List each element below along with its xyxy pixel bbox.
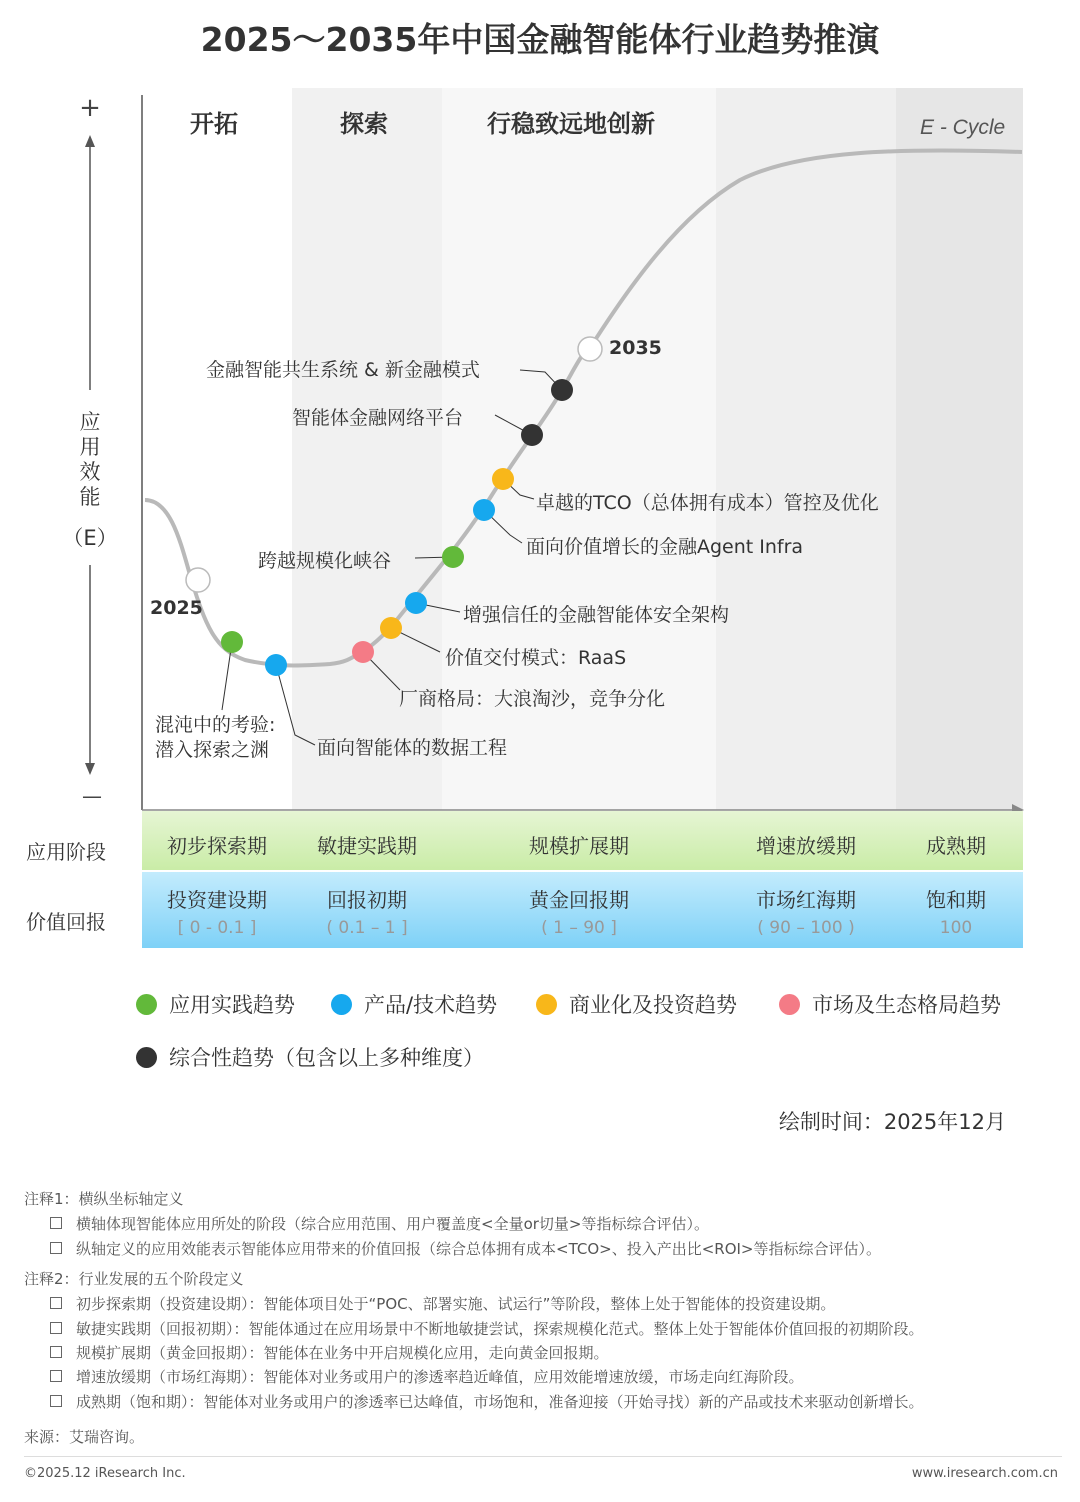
note2-item: 敏捷实践期（回报初期）：智能体通过在应用场景中不断地敏捷尝试，探索规模化范式。整体上处于智能体价值回报的初期阶段。 [50, 1318, 924, 1339]
legend-item-product-tech: 产品/技术趋势 [331, 989, 497, 1019]
trend-dot-vendor-landscape [352, 641, 374, 663]
note2-item: 初步探索期（投资建设期）：智能体项目处于“POC、部署实施、试运行”等阶段，整体上处于智能体的投资建设期。 [50, 1293, 835, 1314]
stage-range-1: [ 0 - 0.1 ] [177, 918, 257, 938]
year-2025-marker [186, 568, 210, 592]
annotation-tco: 卓越的TCO（总体拥有成本）管控及优化 [536, 492, 879, 514]
trend-dot-network-platform [521, 424, 543, 446]
y-arrow-down-head [85, 763, 95, 775]
annotation-scale-canyon: 跨越规模化峡谷 [258, 550, 392, 572]
y-axis-minus: — [82, 784, 102, 808]
legend-dot-green [136, 994, 157, 1015]
note1-item: 纵轴定义的应用效能表示智能体应用带来的价值回报（综合总体拥有成本<TCO>、投入产出比<ROI>等指标综合评估）。 [50, 1238, 881, 1259]
note2-item: 成熟期（饱和期）：智能体对业务或用户的渗透率已达峰值，市场饱和，准备迎接（开始寻找）新的产品或技术来驱动创新增长。 [50, 1391, 924, 1412]
phase-label-pioneer: 开拓 [190, 110, 238, 138]
stage-value-5: 饱和期 [926, 888, 986, 912]
note1-item: 横轴体现智能体应用所处的阶段（综合应用范围、用户覆盖度<全量or切量>等指标综合评估）。 [50, 1213, 709, 1234]
trend-dot-raas [380, 617, 402, 639]
year-2035-marker [578, 337, 602, 361]
legend-item-market: 市场及生态格局趋势 [779, 989, 1001, 1019]
year-end-label: 2035 [609, 337, 662, 359]
legend-dot-pink [779, 994, 800, 1015]
annotation-raas: 价值交付模式：RaaS [445, 647, 627, 669]
trend-dot-security [405, 592, 427, 614]
stage-name-2: 敏捷实践期 [317, 834, 417, 858]
trend-dot-symbiosis [551, 379, 573, 401]
trend-dot-agent-infra [473, 499, 495, 521]
stage-value-1: 投资建设期 [167, 888, 267, 912]
phase-band-slowdown-bg [716, 88, 896, 810]
annotation-vendor-landscape: 厂商格局：大浪淘沙，竞争分化 [399, 688, 666, 710]
note2-title: 注释2：行业发展的五个阶段定义 [24, 1270, 244, 1288]
annotation-agent-infra: 面向价值增长的金融Agent Infra [526, 536, 804, 558]
footer-divider [24, 1456, 1062, 1457]
row-label-stage: 应用阶段 [26, 840, 106, 864]
legend-item-commercial: 商业化及投资趋势 [536, 989, 737, 1019]
curve-label: E - Cycle [920, 116, 1006, 139]
stage-range-3: ( 1 – 90 ] [541, 918, 617, 938]
legend-item-comprehensive: 综合性趋势（包含以上多种维度） [136, 1042, 484, 1072]
page-title: 2025～2035年中国金融智能体行业趋势推演 [200, 20, 880, 59]
stage-value-4: 市场红海期 [756, 888, 856, 912]
annotation-chaos-line2: 潜入探索之渊 [155, 739, 270, 761]
y-axis-plus: + [79, 93, 101, 123]
note2-item: 增速放缓期（市场红海期）：智能体对业务或用户的渗透率趋近峰值，应用效能增速放缓，市场走向红海阶段。 [50, 1366, 804, 1387]
trend-dot-chaos [221, 631, 243, 653]
trend-dot-data-engineering [265, 654, 287, 676]
stage-name-4: 增速放缓期 [756, 834, 856, 858]
stage-name-1: 初步探索期 [167, 834, 267, 858]
year-start-label: 2025 [150, 597, 203, 619]
copyright: ©2025.12 iResearch Inc. [24, 1466, 186, 1481]
note1-title: 注释1：横纵坐标轴定义 [24, 1190, 184, 1208]
stage-name-3: 规模扩展期 [529, 834, 629, 858]
stage-name-5: 成熟期 [926, 834, 986, 858]
drawn-time: 绘制时间：2025年12月 [778, 1110, 1006, 1134]
y-axis-unit: （E） [62, 526, 118, 550]
annotation-symbiosis: 金融智能共生系统 & 新金融模式 [206, 359, 480, 381]
annotation-chaos-line1: 混沌中的考验: [155, 714, 276, 736]
legend-dot-orange [536, 994, 557, 1015]
stage-value-3: 黄金回报期 [529, 888, 629, 912]
website-link[interactable]: www.iresearch.com.cn [911, 1466, 1058, 1481]
legend-item-application: 应用实践趋势 [136, 989, 295, 1019]
annotation-security: 增强信任的金融智能体安全架构 [463, 604, 730, 626]
y-axis-label: 应 用 效 能 [79, 410, 101, 509]
row-label-value: 价值回报 [26, 910, 106, 934]
annotation-data-engineering: 面向智能体的数据工程 [317, 737, 508, 759]
legend-dot-black [136, 1047, 157, 1068]
legend-dot-blue [331, 994, 352, 1015]
note2-item: 规模扩展期（黄金回报期）：智能体在业务中开启规模化应用，走向黄金回报期。 [50, 1342, 609, 1363]
annotation-network-platform: 智能体金融网络平台 [292, 407, 464, 429]
y-arrow-up-head [85, 135, 95, 147]
stage-range-2: ( 0.1 – 1 ] [326, 918, 408, 938]
phase-label-explore: 探索 [340, 110, 388, 138]
phase-band-mature-bg [896, 88, 1023, 810]
trend-dot-scale-canyon [442, 546, 464, 568]
phase-label-innovate: 行稳致远地创新 [487, 110, 655, 138]
stage-range-4: ( 90 – 100 ) [757, 918, 855, 938]
source-note: 来源：艾瑞咨询。 [24, 1428, 145, 1446]
trend-dot-tco [492, 468, 514, 490]
stage-value-2: 回报初期 [327, 888, 407, 912]
stage-range-5: 100 [939, 918, 973, 938]
